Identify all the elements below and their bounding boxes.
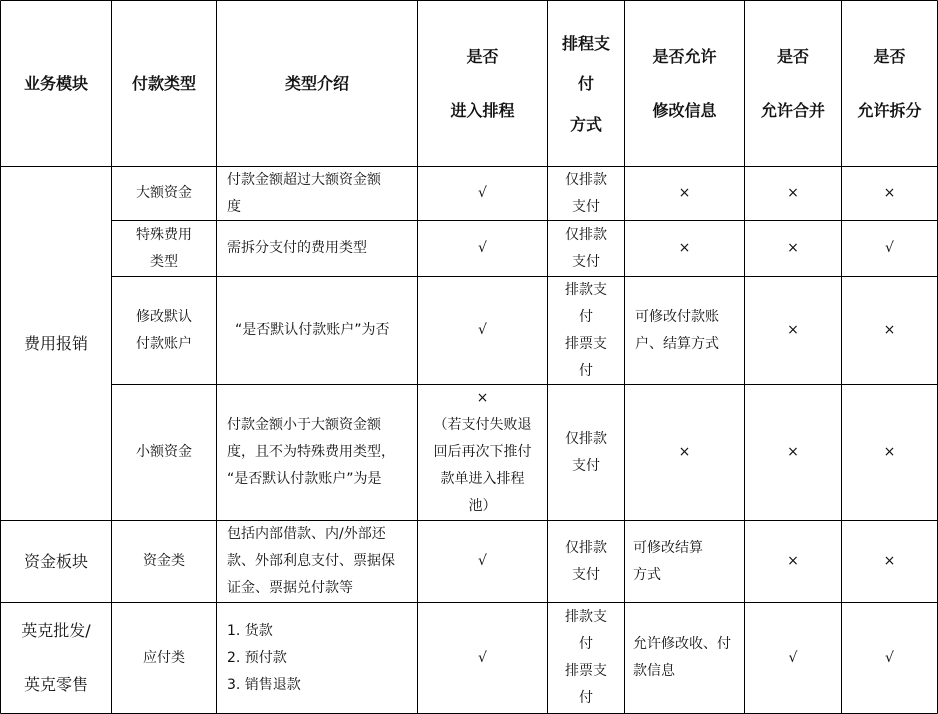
header-merge	[745, 1, 841, 166]
header-type-intro-label: 类型介绍	[284, 74, 349, 93]
row3-schedule-line: 池）	[468, 498, 497, 514]
header-schedule	[418, 1, 547, 166]
header-split-line: 允许拆分	[857, 100, 922, 120]
row5-intro-line: 2. 预付款	[227, 649, 287, 666]
row4-intro-line: 款、外部利息支付、票据保	[227, 553, 395, 569]
row1-modify	[625, 221, 744, 276]
row3-schedule-line: （若支付失败退	[433, 417, 532, 433]
module-fund-label: 资金板块	[23, 552, 88, 571]
row3-type-line: 小额资金	[136, 444, 192, 460]
row3-method-line: 支付	[572, 457, 600, 474]
header-type-intro	[217, 1, 417, 166]
row4-intro	[217, 521, 417, 602]
row0-method-line: 仅排款	[565, 171, 607, 188]
row0-method	[548, 167, 624, 220]
row2-schedule	[418, 277, 547, 384]
row0-modify	[625, 167, 744, 220]
row3-method	[548, 385, 624, 520]
header-split	[842, 1, 937, 166]
row4-modify-line: 方式	[633, 566, 661, 583]
row1-split	[842, 221, 937, 276]
row3-intro	[217, 385, 417, 520]
row2-method-line: 排票支	[565, 335, 607, 352]
row2-intro-line: “是否默认付款账户”为否	[235, 322, 390, 338]
module-yingke-line: 英克零售	[23, 675, 88, 694]
row1-merge-mark: ×	[787, 240, 799, 256]
row4-schedule	[418, 521, 547, 602]
row1-split-mark: √	[885, 240, 894, 256]
row0-modify-mark: ×	[678, 185, 691, 201]
row3-type	[112, 385, 216, 520]
row3-split	[842, 385, 937, 520]
row4-type-line: 资金类	[143, 553, 185, 569]
row5-merge	[745, 603, 841, 713]
row4-intro-line: 包括内部借款、内/外部还	[227, 526, 386, 542]
header-modify-line: 修改信息	[652, 100, 717, 120]
row4-modify	[625, 521, 744, 602]
header-merge-line: 是否	[776, 46, 809, 66]
row3-modify	[625, 385, 744, 520]
row4-method-line: 支付	[572, 566, 600, 583]
row0-split	[842, 167, 937, 220]
header-pay-method-line: 方式	[569, 114, 602, 134]
header-schedule-line: 进入排程	[450, 100, 515, 120]
row3-schedule-line: 回后再次下推付	[433, 444, 532, 460]
row4-merge-mark: ×	[787, 553, 799, 569]
module-yingke-line: 英克批发/	[21, 621, 91, 640]
row5-method-line: 排票支	[565, 663, 607, 679]
row5-modify-line: 款信息	[633, 663, 675, 679]
row2-modify-line: 可修改付款账	[635, 308, 719, 325]
header-modify	[625, 1, 744, 166]
row5-method-line: 排款支	[565, 609, 607, 625]
row2-split-mark: ×	[883, 322, 896, 338]
module-expense-label: 费用报销	[23, 334, 88, 353]
row0-intro	[217, 167, 417, 220]
row1-method-line: 支付	[572, 253, 600, 270]
row5-type	[112, 603, 216, 713]
header-pay-type	[112, 1, 216, 166]
row2-modify	[625, 277, 744, 384]
header-pay-method	[548, 1, 624, 166]
header-module-label: 业务模块	[23, 74, 88, 93]
row5-intro-line: 1. 货款	[227, 622, 273, 639]
row0-split-mark: ×	[883, 185, 896, 201]
row2-type-line: 付款账户	[136, 335, 192, 352]
module-expense	[1, 167, 111, 520]
row1-intro	[217, 221, 417, 276]
row1-type	[112, 221, 216, 276]
header-merge-line: 允许合并	[760, 100, 825, 120]
row3-schedule	[418, 385, 547, 520]
row5-split	[842, 603, 937, 713]
row0-intro-line: 付款金额超过大额资金额	[227, 171, 381, 188]
row2-method	[548, 277, 624, 384]
row0-schedule	[418, 167, 547, 220]
row5-intro	[217, 603, 417, 713]
row0-type-line: 大额资金	[136, 185, 192, 201]
header-pay-method-line: 付	[577, 73, 594, 93]
row3-method-line: 仅排款	[565, 430, 607, 447]
row5-modify	[625, 603, 744, 713]
header-pay-type-label: 付款类型	[131, 74, 196, 93]
header-pay-method-line: 排程支	[561, 33, 610, 53]
row1-method	[548, 221, 624, 276]
row0-intro-line: 度	[227, 198, 241, 215]
row0-type	[112, 167, 216, 220]
row1-modify-mark: ×	[678, 240, 691, 256]
row2-split	[842, 277, 937, 384]
row3-schedule-line: ×	[476, 390, 489, 406]
row4-method-line: 仅排款	[565, 539, 607, 556]
row4-intro-line: 证金、票据兑付款等	[227, 580, 353, 596]
row4-type	[112, 521, 216, 602]
header-schedule-line: 是否	[466, 46, 499, 66]
row5-type-line: 应付类	[143, 649, 185, 666]
row3-merge	[745, 385, 841, 520]
row2-type	[112, 277, 216, 384]
row0-schedule-mark: √	[478, 185, 487, 201]
row4-split-mark: ×	[883, 553, 896, 569]
row3-intro-line: “是否默认付款账户”为是	[227, 471, 382, 487]
header-modify-line: 是否允许	[652, 46, 717, 66]
row2-merge	[745, 277, 841, 384]
row2-method-line: 付	[579, 362, 593, 379]
row1-schedule	[418, 221, 547, 276]
row0-merge-mark: ×	[787, 185, 799, 201]
row2-merge-mark: ×	[787, 322, 799, 338]
row2-intro	[217, 277, 417, 384]
row5-split-mark: √	[885, 649, 894, 666]
row3-split-mark: ×	[883, 444, 896, 460]
row2-method-line: 付	[579, 308, 593, 325]
row4-merge	[745, 521, 841, 602]
row1-type-line: 特殊费用	[136, 226, 192, 243]
row4-modify-line: 可修改结算	[633, 539, 703, 556]
row1-merge	[745, 221, 841, 276]
row5-method	[548, 603, 624, 713]
row1-schedule-mark: √	[478, 240, 487, 256]
row3-intro-line: 度，且不为特殊费用类型，	[227, 444, 395, 460]
row4-method	[548, 521, 624, 602]
row0-method-line: 支付	[572, 198, 600, 215]
module-yingke	[1, 603, 111, 713]
row2-schedule-mark: √	[478, 322, 487, 338]
row2-type-line: 修改默认	[136, 308, 192, 325]
row5-modify-line: 允许修改收、付	[633, 636, 731, 652]
row5-method-line: 付	[579, 636, 593, 652]
row1-method-line: 仅排款	[565, 226, 607, 243]
row1-intro-line: 需拆分支付的费用类型	[227, 240, 367, 256]
row3-merge-mark: ×	[787, 444, 799, 460]
row1-type-line: 类型	[150, 253, 178, 270]
header-split-line: 是否	[873, 46, 906, 66]
module-fund	[1, 521, 111, 602]
row2-modify-line: 户、结算方式	[635, 335, 719, 352]
row3-intro-line: 付款金额小于大额资金额	[227, 417, 381, 433]
row5-merge-mark: √	[788, 649, 798, 666]
header-module	[1, 1, 111, 166]
row5-schedule-mark: √	[478, 649, 487, 666]
row3-schedule-line: 款单进入排程	[440, 471, 525, 487]
row4-split	[842, 521, 937, 602]
row4-schedule-mark: √	[478, 553, 487, 569]
row5-intro-line: 3. 销售退款	[227, 676, 301, 693]
row0-merge	[745, 167, 841, 220]
row2-method-line: 排款支	[565, 281, 607, 298]
row5-schedule	[418, 603, 547, 713]
row5-method-line: 付	[579, 690, 593, 706]
row3-modify-mark: ×	[678, 444, 691, 460]
